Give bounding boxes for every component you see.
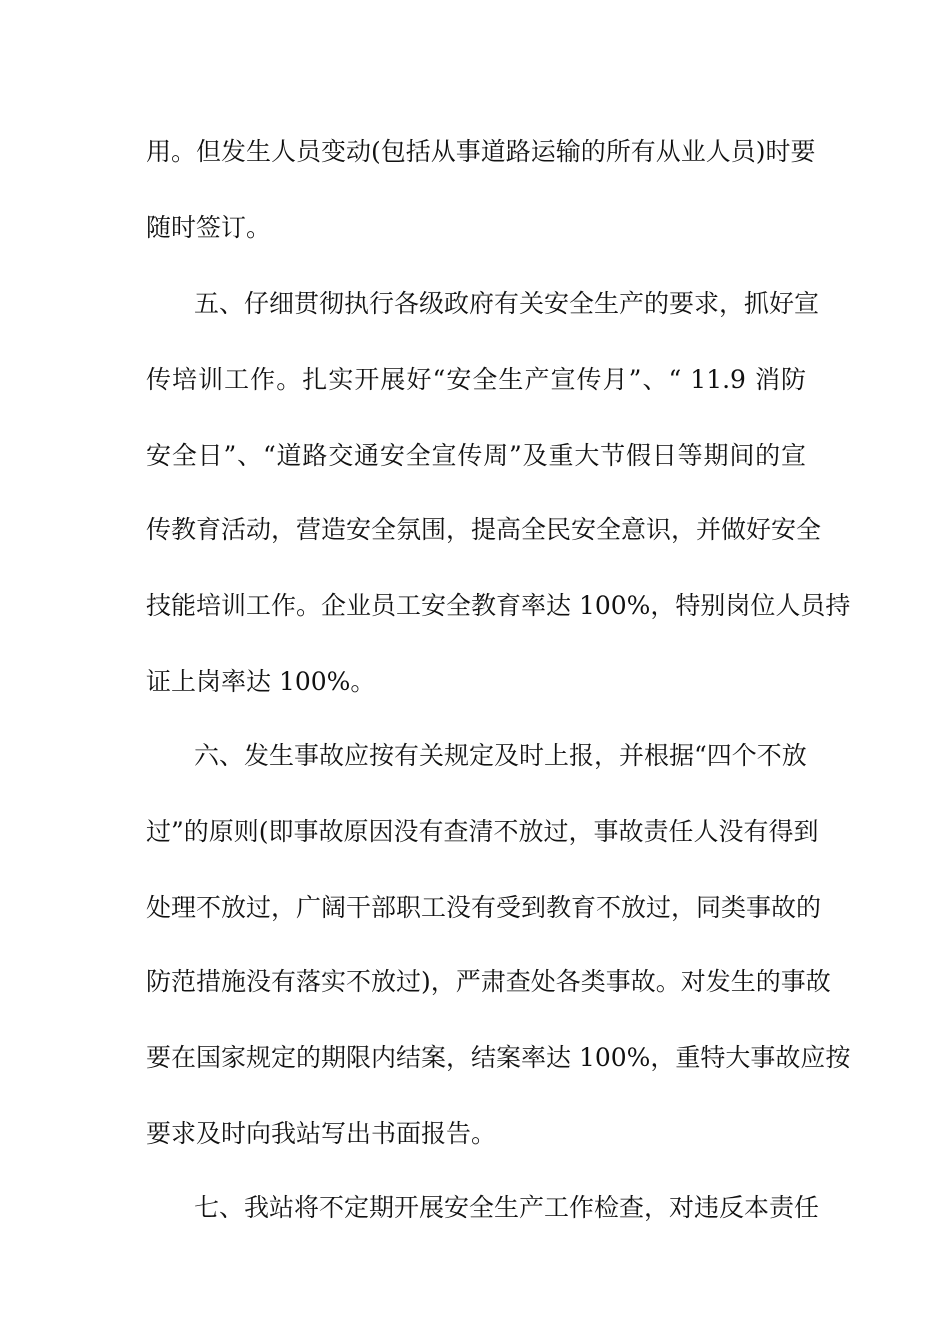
- text-line: 要在国家规定的期限内结案，结案率达 100%，重特大事故应按: [146, 1043, 851, 1072]
- text-line: 用。但发生人员变动(包括从事道路运输的所有从业人员)时要: [146, 137, 816, 166]
- text-line: 传教育活动，营造安全氛围，提高全民安全意识，并做好安全: [146, 515, 822, 544]
- text-line: 处理不放过，广阔干部职工没有受到教育不放过，同类事故的: [146, 893, 822, 922]
- paragraph-heading-5: 五、仔细贯彻执行各级政府有关安全生产的要求，抓好宣: [194, 289, 820, 318]
- text-line: 过”的原则(即事故原因没有查清不放过，事故责任人没有得到: [146, 817, 819, 846]
- text-line: 要求及时向我站写出书面报告。: [146, 1119, 497, 1148]
- text-line: 传培训工作。扎实开展好“安全生产宣传月”、“ 11.9 消防: [146, 365, 806, 394]
- paragraph-heading-7: 七、我站将不定期开展安全生产工作检查，对违反本责任: [194, 1193, 820, 1222]
- paragraph-heading-6: 六、发生事故应按有关规定及时上报，并根据“四个不放: [194, 741, 807, 770]
- text-line: 安全日”、“道路交通安全宣传周”及重大节假日等期间的宣: [146, 441, 806, 470]
- text-line: 证上岗率达 100%。: [146, 667, 376, 696]
- text-line: 随时签订。: [146, 213, 272, 242]
- text-line: 技能培训工作。企业员工安全教育率达 100%，特别岗位人员持: [146, 591, 851, 620]
- text-line: 防范措施没有落实不放过)，严肃查处各类事故。对发生的事故: [146, 967, 831, 996]
